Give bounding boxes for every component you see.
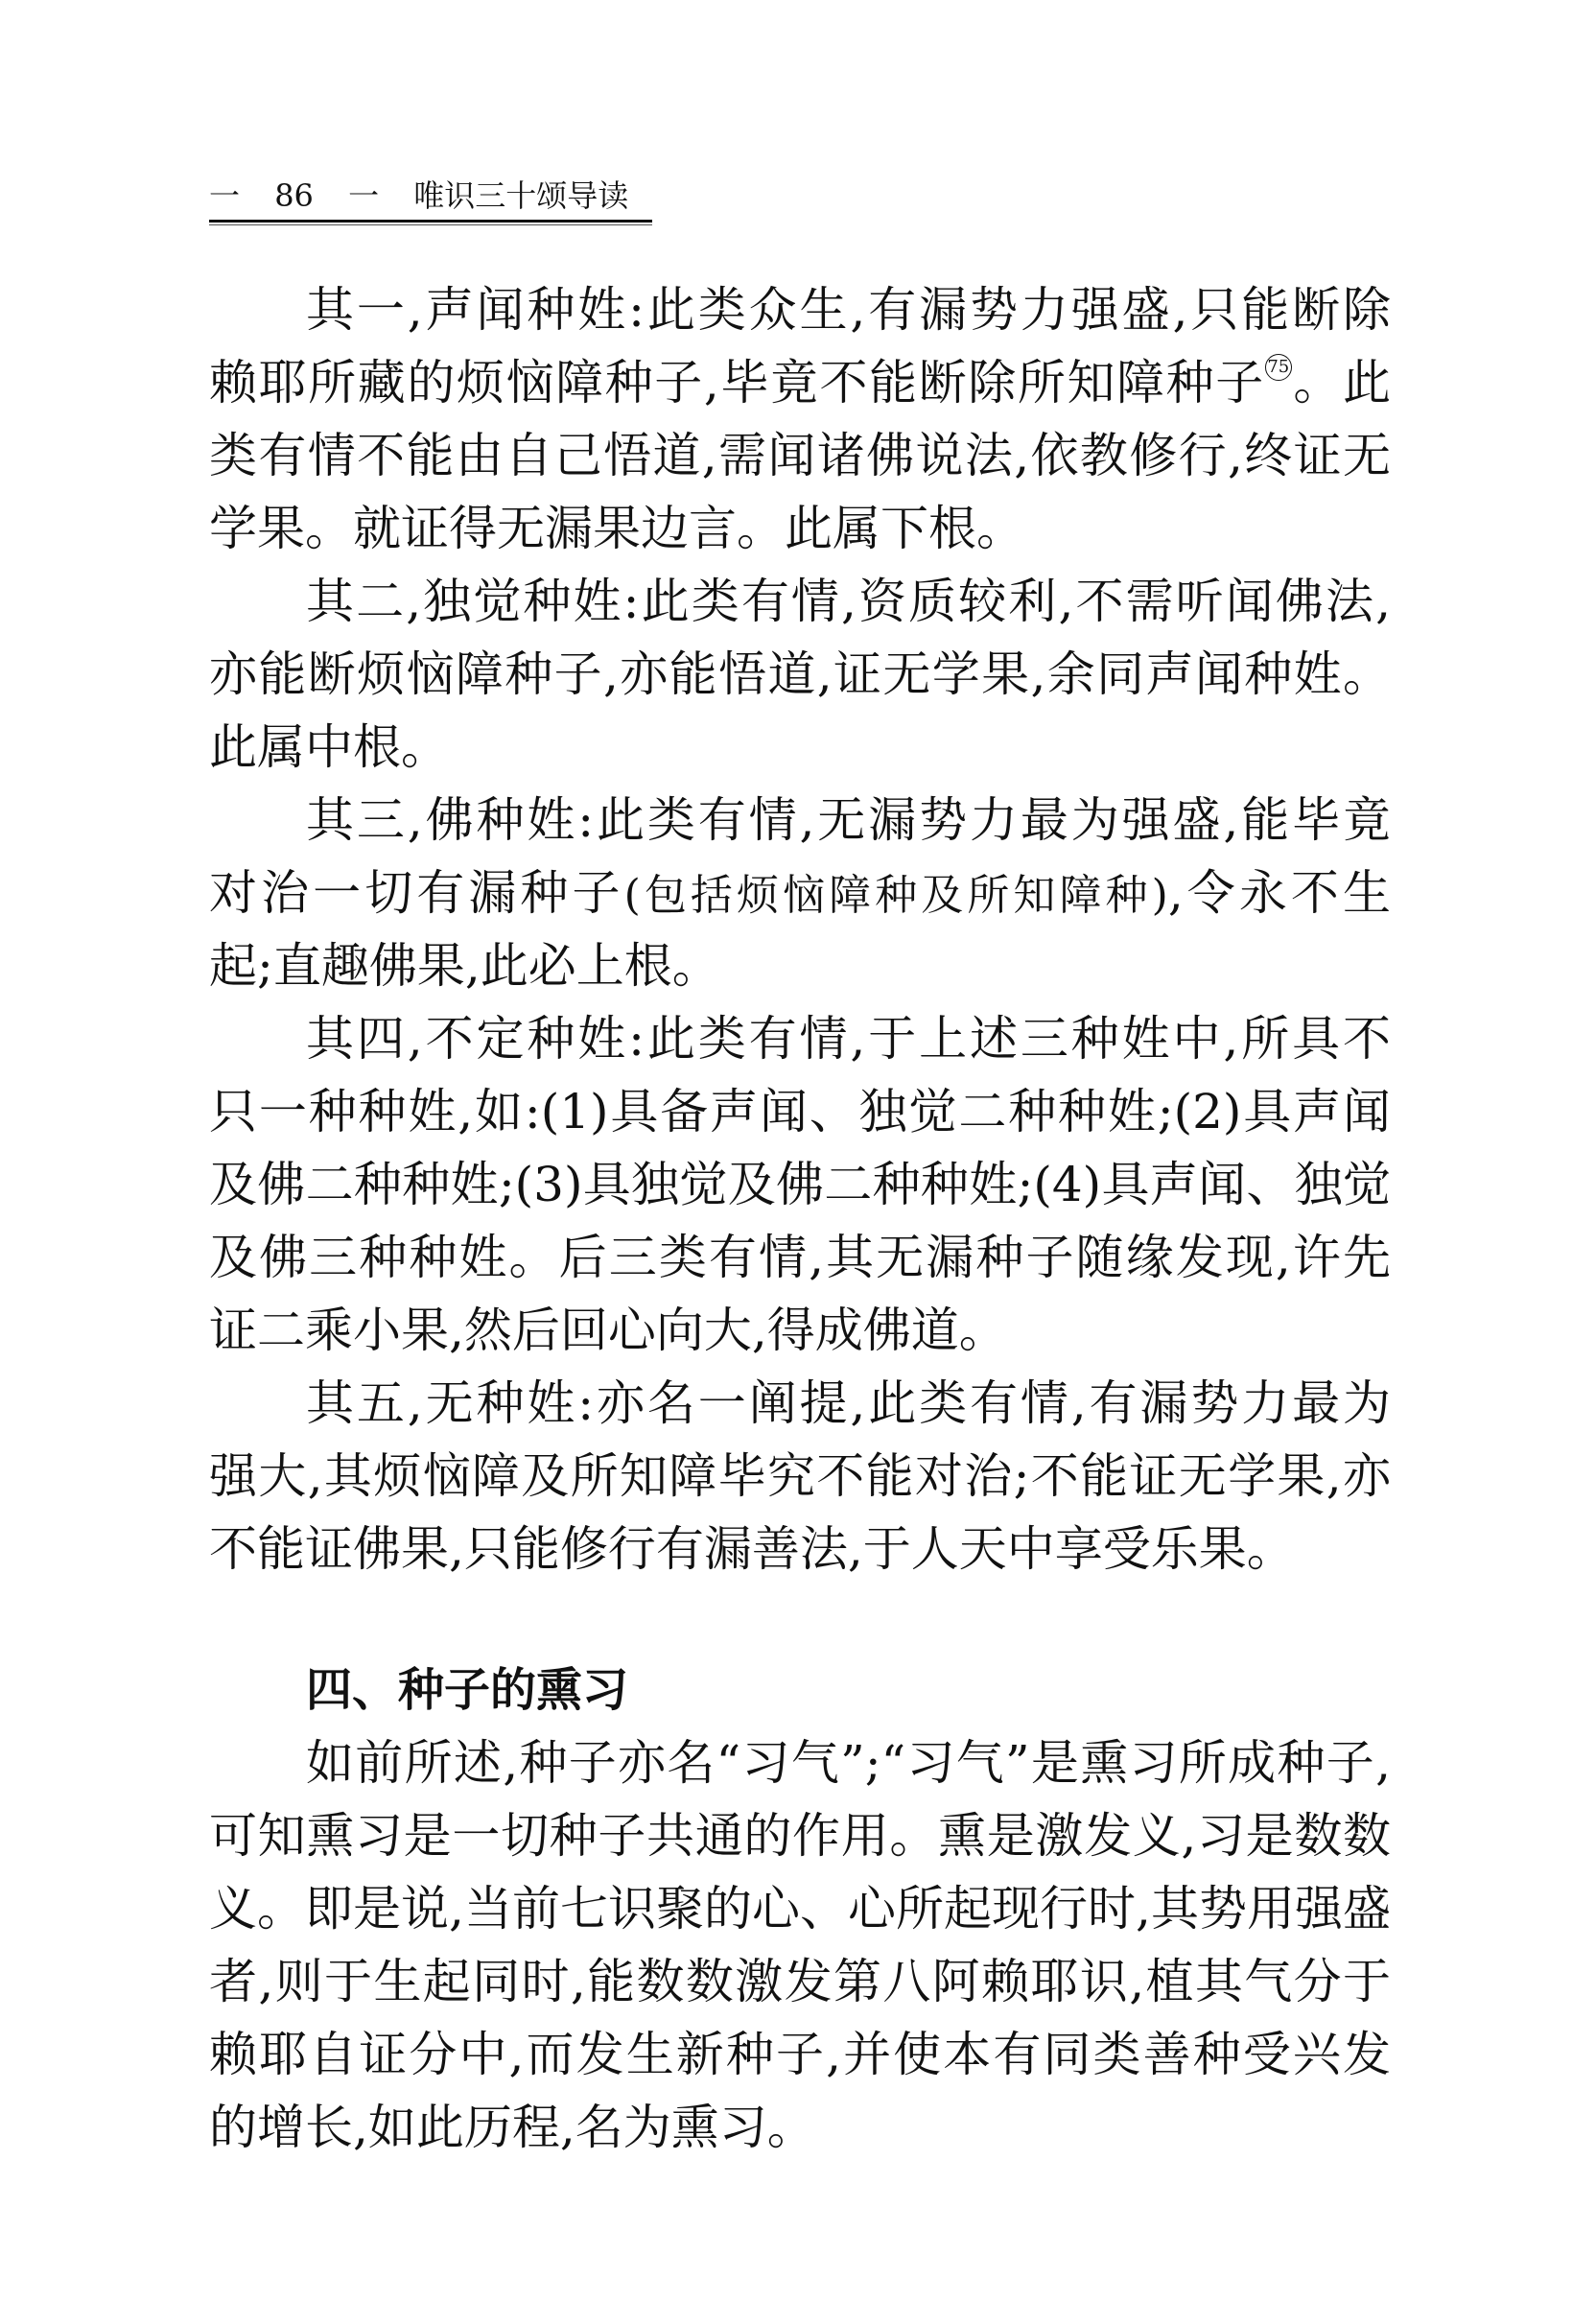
line-text: 其四,不定种姓:此类有情,于上述三种姓中,所具不 bbox=[306, 1011, 1391, 1067]
line-text: 赖耶所藏的烦恼障种子,毕竟不能断除所知障种子 bbox=[209, 355, 1265, 411]
text-line bbox=[209, 346, 1391, 419]
header-rule bbox=[209, 220, 652, 223]
line-text: 及佛三种种姓。后三类有情,其无漏种子随缘发现,许先 bbox=[209, 1230, 1391, 1285]
text-line bbox=[209, 1002, 1391, 1075]
line-text: 可知熏习是一切种子共通的作用。熏是激发义,习是数数 bbox=[209, 1808, 1391, 1864]
text-line bbox=[209, 273, 1391, 346]
text-line bbox=[209, 929, 1391, 1002]
text-line bbox=[209, 1872, 1391, 1945]
text-line bbox=[209, 1075, 1391, 1148]
header-rule-thin bbox=[209, 224, 652, 225]
line-text: 如前所述,种子亦名“习气”;“习气”是熏习所成种子, bbox=[306, 1735, 1391, 1791]
text-line bbox=[209, 2091, 1391, 2164]
text-line bbox=[209, 1367, 1391, 1440]
text-line bbox=[209, 419, 1391, 492]
line-text: 者,则于生起同时,能数数激发第八阿赖耶识,植其气分于 bbox=[209, 1954, 1391, 2009]
text-line bbox=[209, 1148, 1391, 1221]
line-text: 学果。就证得无漏果边言。此属下根。 bbox=[209, 501, 1024, 556]
line-text: 其三,佛种姓:此类有情,无漏势力最为强盛,能毕竟 bbox=[306, 792, 1391, 848]
paragraph bbox=[209, 1002, 1391, 1367]
paragraph bbox=[209, 273, 1391, 565]
line-text: 其一,声闻种姓:此类众生,有漏势力强盛,只能断除 bbox=[306, 282, 1391, 338]
book-title: 唯识三十颂导读 bbox=[413, 177, 629, 214]
paragraph bbox=[209, 1367, 1391, 1585]
line-text: 起;直趣佛果,此必上根。 bbox=[209, 938, 720, 994]
text-line bbox=[209, 2018, 1391, 2091]
line-text-after: ,令永不生 bbox=[1167, 865, 1391, 921]
page-number-dash-left: 一 bbox=[209, 177, 241, 214]
line-text: 义。即是说,当前七识聚的心、心所起现行时,其势用强盛 bbox=[209, 1881, 1391, 1937]
text-line bbox=[209, 565, 1391, 638]
line-text: 及佛二种种姓;(3)具独觉及佛二种种姓;(4)具声闻、独觉 bbox=[209, 1157, 1391, 1212]
text-line bbox=[209, 857, 1391, 929]
parenthetical-note: (包括烦恼障种及所知障种) bbox=[623, 871, 1168, 920]
line-text: 只一种种姓,如:(1)具备声闻、独觉二种种姓;(2)具声闻 bbox=[209, 1084, 1391, 1139]
page-body bbox=[209, 273, 1391, 2164]
paragraph bbox=[209, 565, 1391, 784]
text-line bbox=[209, 1726, 1391, 1799]
text-line bbox=[209, 638, 1391, 711]
text-line bbox=[209, 1440, 1391, 1513]
footnote-marker: 75 bbox=[1265, 354, 1292, 381]
line-text: 强大,其烦恼障及所知障毕究不能对治;不能证无学果,亦 bbox=[209, 1448, 1391, 1504]
line-text: 证二乘小果,然后回心向大,得成佛道。 bbox=[209, 1303, 1007, 1358]
text-line bbox=[209, 1799, 1391, 1872]
line-text: 的增长,如此历程,名为熏习。 bbox=[209, 2100, 815, 2155]
text-line bbox=[209, 492, 1391, 565]
running-header bbox=[209, 175, 652, 221]
text-line bbox=[209, 1294, 1391, 1367]
line-text: 亦能断烦恼障种子,亦能悟道,证无学果,余同声闻种姓。 bbox=[209, 646, 1391, 702]
line-text-after: 。此 bbox=[1291, 355, 1391, 411]
text-line bbox=[209, 1221, 1391, 1294]
page-number: 86 bbox=[274, 177, 314, 214]
line-text: 类有情不能由自己悟道,需闻诸佛说法,依教修行,终证无 bbox=[209, 428, 1391, 483]
line-text: 其五,无种姓:亦名一阐提,此类有情,有漏势力最为 bbox=[306, 1375, 1391, 1431]
paragraph bbox=[209, 784, 1391, 1002]
text-line bbox=[209, 1945, 1391, 2018]
paragraph bbox=[209, 1726, 1391, 2164]
text-line bbox=[209, 784, 1391, 857]
page-number-dash-right: 一 bbox=[348, 177, 380, 214]
section-heading: 四、种子的熏习 bbox=[306, 1663, 629, 1717]
line-text: 对治一切有漏种子 bbox=[209, 865, 624, 921]
line-text: 其二,独觉种姓:此类有情,资质较利,不需听闻佛法, bbox=[306, 574, 1391, 629]
line-text: 赖耶自证分中,而发生新种子,并使本有同类善种受兴发 bbox=[209, 2027, 1391, 2082]
line-text: 此属中根。 bbox=[209, 719, 449, 775]
text-line bbox=[209, 711, 1391, 784]
line-text: 不能证佛果,只能修行有漏善法,于人天中享受乐果。 bbox=[209, 1521, 1295, 1577]
text-line bbox=[209, 1513, 1391, 1585]
